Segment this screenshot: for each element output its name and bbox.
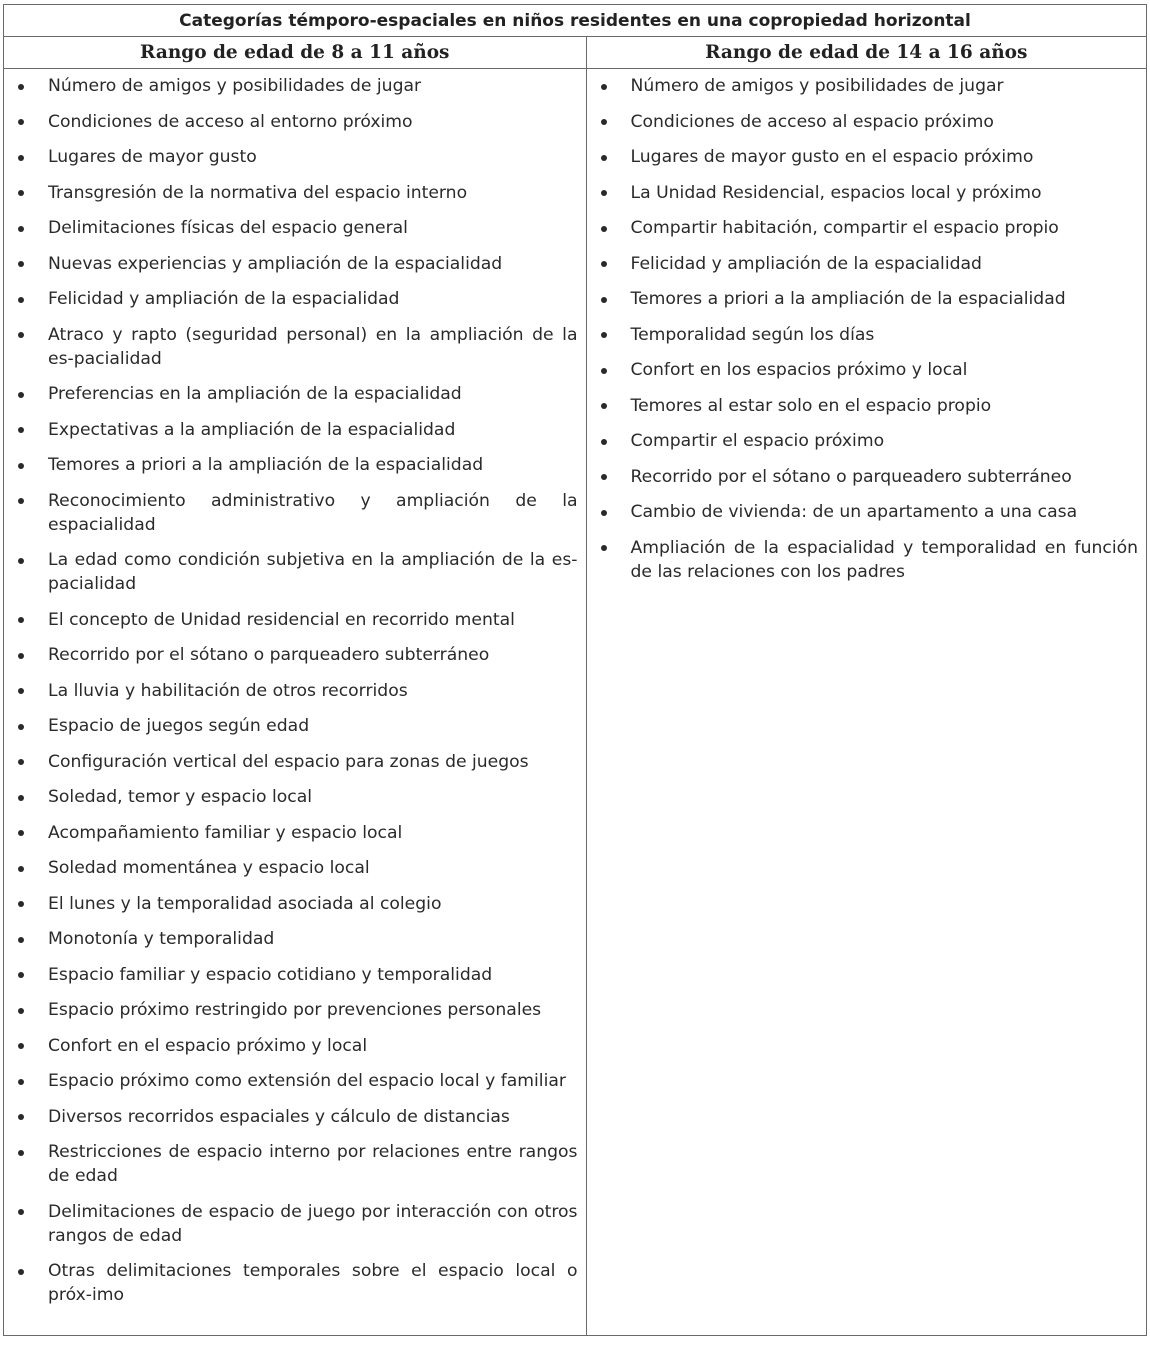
- list-item: [4, 548, 578, 596]
- list-item: [4, 927, 578, 951]
- bullet-icon: [18, 1008, 24, 1014]
- list-item-text: Reconocimiento administrativo y ampliación de la espacialidad: [48, 490, 578, 535]
- list-item-text: Expectativas a la ampliación de la espacialidad: [48, 419, 456, 440]
- list-item-text: Lugares de mayor gusto en el espacio próximo: [630, 147, 1034, 167]
- bullet-icon: [601, 297, 607, 303]
- bullet-icon: [18, 297, 24, 303]
- list-item: [587, 181, 1139, 205]
- list-item: [4, 216, 578, 240]
- bullet-icon: [18, 653, 24, 659]
- list-item: [4, 418, 578, 442]
- list-item: [587, 429, 1139, 453]
- list-item-text: Preferencias en la ampliación de la espacialidad: [48, 384, 462, 404]
- list-item-text: Temores a priori a la ampliación de la espacialidad: [48, 455, 484, 475]
- list-item-text: Transgresión de la normativa del espacio interno: [48, 182, 468, 203]
- bullet-icon: [18, 155, 24, 161]
- bullet-icon: [601, 368, 607, 374]
- list-item-text: El concepto de Unidad residencial en recorrido mental: [48, 609, 515, 630]
- list-item-text: Recorrido por el sótano o parqueadero subterráneo: [630, 466, 1072, 487]
- list-item-text: Temporalidad según los días: [630, 324, 875, 345]
- list-item-text: Cambio de vivienda: de un apartamento a una casa: [630, 502, 1078, 522]
- list-item-text: Nuevas experiencias y ampliación de la espacialidad: [48, 253, 503, 274]
- list-item: [4, 453, 578, 477]
- list-item-text: Compartir habitación, compartir el espacio propio: [630, 218, 1059, 238]
- list-item: [587, 358, 1139, 382]
- list-item: [4, 1105, 578, 1129]
- category-list-14-16: [587, 69, 1147, 584]
- bullet-icon: [18, 332, 24, 338]
- list-item: [4, 643, 578, 667]
- list-item-text: Condiciones de acceso al entorno próximo: [48, 111, 413, 132]
- bullet-icon: [601, 84, 607, 90]
- list-item: [4, 714, 578, 738]
- list-item: [4, 181, 578, 205]
- bullet-icon: [601, 190, 607, 196]
- column-header-14-16: Rango de edad de 14 a 16 años: [586, 37, 1147, 69]
- list-item-text: Recorrido por el sótano o parqueadero subterráneo: [48, 645, 490, 665]
- list-item-text: La lluvia y habilitación de otros recorridos: [48, 680, 408, 701]
- body-row: [4, 69, 1147, 1336]
- bullet-icon: [18, 1079, 24, 1085]
- bullet-icon: [18, 84, 24, 90]
- list-item: [4, 252, 578, 276]
- list-item-text: Acompañamiento familiar y espacio local: [48, 822, 403, 843]
- list-item-text: Otras delimitaciones temporales sobre el espacio local o próx-imo: [48, 1261, 578, 1305]
- list-item-text: Soledad momentánea y espacio local: [48, 858, 370, 878]
- list-item: [587, 500, 1139, 524]
- list-item-text: Espacio próximo restringido por prevenciones personales: [48, 1000, 542, 1020]
- list-item-text: Confort en los espacios próximo y local: [630, 360, 968, 380]
- list-item-text: Delimitaciones físicas del espacio general: [48, 218, 408, 238]
- bullet-icon: [18, 866, 24, 872]
- list-item: [587, 145, 1139, 169]
- bullet-icon: [18, 901, 24, 907]
- header-row: [4, 37, 1147, 69]
- list-item: [587, 287, 1139, 311]
- bullet-icon: [18, 226, 24, 232]
- column-header-8-11: Rango de edad de 8 a 11 años: [4, 37, 587, 69]
- list-item: [4, 998, 578, 1022]
- bullet-icon: [18, 558, 24, 564]
- list-item: [587, 465, 1139, 489]
- list-item-text: Temores al estar solo en el espacio propio: [630, 395, 992, 416]
- list-item-text: La Unidad Residencial, espacios local y próximo: [630, 182, 1042, 203]
- list-item-text: Diversos recorridos espaciales y cálculo de distancias: [48, 1106, 510, 1127]
- list-item: [4, 892, 578, 916]
- list-item: [4, 110, 578, 134]
- list-item: [4, 856, 578, 880]
- bullet-icon: [18, 688, 24, 694]
- list-item: [587, 394, 1139, 418]
- list-item: [587, 110, 1139, 134]
- list-item-text: Configuración vertical del espacio para zonas de juegos: [48, 751, 529, 772]
- list-item: [4, 145, 578, 169]
- list-item: [587, 216, 1139, 240]
- bullet-icon: [18, 1269, 24, 1275]
- bullet-icon: [18, 795, 24, 801]
- list-item: [587, 323, 1139, 347]
- bullet-icon: [18, 119, 24, 125]
- bullet-icon: [601, 439, 607, 445]
- list-item-text: Número de amigos y posibilidades de jugar: [48, 76, 422, 96]
- bullet-icon: [18, 1043, 24, 1049]
- list-item: [4, 323, 578, 371]
- categories-table: [3, 4, 1147, 1336]
- list-item: [4, 1034, 578, 1058]
- list-item-text: Espacio familiar y espacio cotidiano y temporalidad: [48, 964, 493, 985]
- list-item-text: Temores a priori a la ampliación de la espacialidad: [630, 289, 1066, 309]
- list-item: [587, 536, 1139, 584]
- bullet-icon: [18, 724, 24, 730]
- list-item-text: Felicidad y ampliación de la espacialidad: [48, 289, 400, 309]
- list-item: [4, 1200, 578, 1248]
- title-row: [4, 5, 1147, 37]
- list-item: [4, 287, 578, 311]
- list-item-text: Restricciones de espacio interno por relaciones entre rangos de edad: [48, 1142, 578, 1186]
- list-item-text: Espacio próximo como extensión del espacio local y familiar: [48, 1071, 566, 1091]
- bullet-icon: [601, 261, 607, 267]
- list-item-text: Espacio de juegos según edad: [48, 716, 310, 736]
- bullet-icon: [18, 1114, 24, 1120]
- bullet-icon: [601, 510, 607, 516]
- list-item: [4, 74, 578, 98]
- bullet-icon: [18, 617, 24, 623]
- list-item-text: Monotonía y temporalidad: [48, 929, 275, 949]
- list-item: [4, 1259, 578, 1307]
- list-item: [587, 74, 1139, 98]
- list-item: [4, 489, 578, 537]
- bullet-icon: [18, 937, 24, 943]
- list-item-text: Ampliación de la espacialidad y temporalidad en función de las relaciones con los padres: [630, 537, 1138, 582]
- list-item-text: Confort en el espacio próximo y local: [48, 1035, 368, 1056]
- list-item-text: Delimitaciones de espacio de juego por interacción con otros rangos de edad: [48, 1201, 578, 1246]
- list-item-text: Condiciones de acceso al espacio próximo: [630, 111, 994, 132]
- list-item: [4, 608, 578, 632]
- table-title: Categorías témporo-espaciales en niños residentes en una copropiedad horizontal: [4, 5, 1147, 37]
- bullet-icon: [18, 1209, 24, 1215]
- list-item-text: Soledad, temor y espacio local: [48, 787, 313, 807]
- list-item: [4, 750, 578, 774]
- bullet-icon: [18, 463, 24, 469]
- list-item-text: El lunes y la temporalidad asociada al colegio: [48, 893, 442, 914]
- list-item: [4, 785, 578, 809]
- list-item-text: La edad como condición subjetiva en la ampliación de la es-pacialidad: [48, 550, 578, 594]
- bullet-icon: [18, 392, 24, 398]
- list-item: [587, 252, 1139, 276]
- list-item: [4, 963, 578, 987]
- list-item-text: Lugares de mayor gusto: [48, 147, 257, 167]
- list-item-text: Número de amigos y posibilidades de jugar: [630, 76, 1004, 96]
- list-item-text: Compartir el espacio próximo: [630, 431, 885, 451]
- list-item-text: Atraco y rapto (seguridad personal) en la ampliación de la es-pacialidad: [48, 324, 578, 369]
- bullet-icon: [18, 759, 24, 765]
- list-item: [4, 1069, 578, 1093]
- bullet-icon: [18, 1150, 24, 1156]
- bullet-icon: [18, 972, 24, 978]
- bullet-icon: [18, 261, 24, 267]
- list-item: [4, 382, 578, 406]
- category-list-8-11: [4, 69, 586, 1307]
- bullet-icon: [601, 119, 607, 125]
- bullet-icon: [601, 155, 607, 161]
- column-8-11: [4, 69, 587, 1336]
- column-14-16: [586, 69, 1147, 1336]
- bullet-icon: [18, 190, 24, 196]
- bullet-icon: [601, 332, 607, 338]
- bullet-icon: [601, 403, 607, 409]
- bullet-icon: [18, 427, 24, 433]
- bullet-icon: [601, 474, 607, 480]
- list-item: [4, 821, 578, 845]
- bullet-icon: [601, 226, 607, 232]
- list-item: [4, 1140, 578, 1188]
- bullet-icon: [18, 498, 24, 504]
- list-item: [4, 679, 578, 703]
- bullet-icon: [18, 830, 24, 836]
- bullet-icon: [601, 545, 607, 551]
- list-item-text: Felicidad y ampliación de la espacialidad: [630, 253, 982, 274]
